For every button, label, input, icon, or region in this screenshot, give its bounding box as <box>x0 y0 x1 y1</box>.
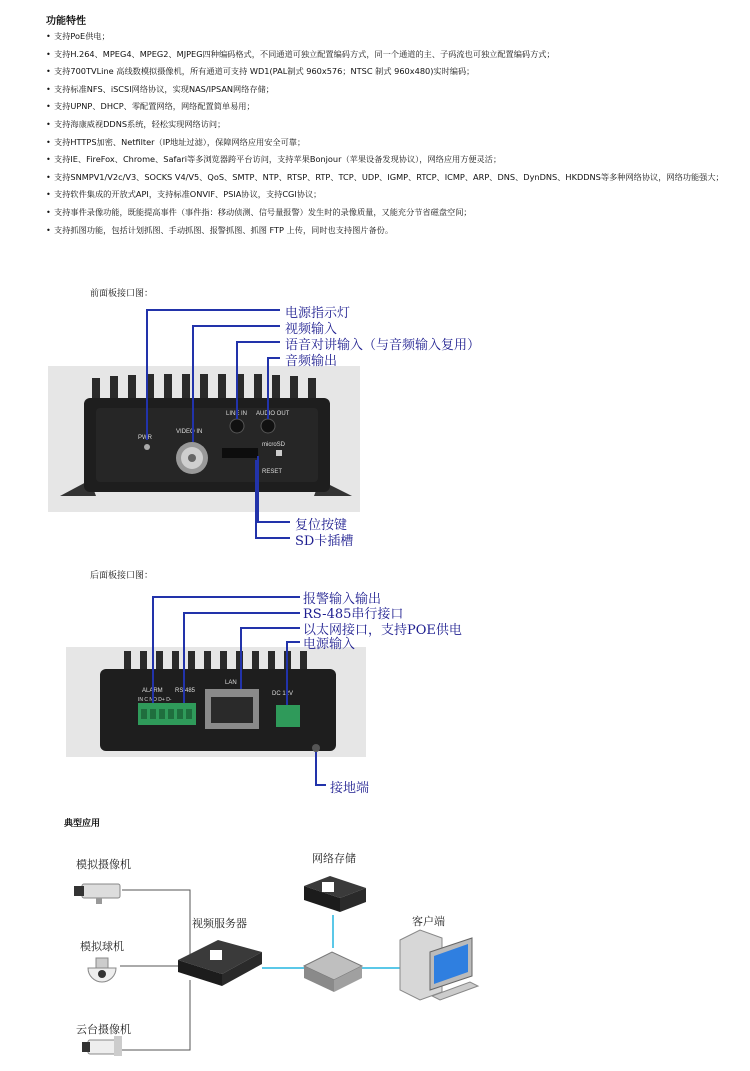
analog-camera-icon <box>74 884 120 904</box>
feature-text: 支持HTTPS加密、Netfilter（IP地址过滤），保障网络应用安全可靠； <box>54 136 306 147</box>
feature-text: 支持标准NFS、iSCSI网络协议，实现NAS/IPSAN网络存储； <box>54 83 274 94</box>
video-server-icon <box>178 940 262 986</box>
feature-text: 支持H.264、MPEG4、MPEG2、MJPEG四种编码格式，不同通道可独立配置编码方式，同一个通道的主、子码流也可独立配置编码方式； <box>54 48 555 59</box>
front-panel-caption: 前面板接口图： <box>90 289 154 299</box>
bullet-icon: • <box>46 83 51 94</box>
svg-text:VIDEO IN: VIDEO IN <box>176 429 203 435</box>
feature-item <box>46 137 305 147</box>
label-reset-button: 复位按键 <box>295 518 348 533</box>
label-video-server: 视频服务器 <box>192 917 247 930</box>
bullet-icon: • <box>46 48 51 59</box>
feature-text: 支持事件录像功能，既能提高事件（事件指：移动侦测、信号量报警）发生时的录像质量，又能充分节省磁盘空间； <box>54 207 472 217</box>
network-switch-icon <box>304 952 362 992</box>
label-rs485: RS-485串行接口 <box>303 607 404 622</box>
feature-item <box>46 207 472 217</box>
label-power-led: 电源指示灯 <box>285 306 351 321</box>
feature-text: 支持700TVLine 高线数模拟摄像机，所有通道可支持 WD1(PAL制式 960x576；NTSC 制式 960x480)实时编码； <box>54 66 475 77</box>
feature-item <box>46 84 274 94</box>
label-dome-camera: 模拟球机 <box>80 940 124 953</box>
bullet-icon: • <box>46 207 51 217</box>
feature-item <box>46 172 724 182</box>
rear-panel-caption: 后面板接口图： <box>90 571 154 581</box>
svg-text:RS 485: RS 485 <box>175 688 196 694</box>
bullet-icon: • <box>46 66 51 77</box>
feature-text: 支持海康威视DDNS系统，轻松实现网络访问； <box>54 119 226 129</box>
svg-text:LINE IN: LINE IN <box>226 411 248 417</box>
ptz-camera-icon <box>82 1036 122 1056</box>
feature-item <box>46 49 555 59</box>
bullet-icon: • <box>46 101 51 112</box>
label-ptz-camera: 云台摄像机 <box>76 1023 131 1036</box>
bullet-icon: • <box>46 171 51 182</box>
label-analog-camera: 模拟摄像机 <box>76 858 131 871</box>
feature-text: 支持IE、FireFox、Chrome、Safari等多浏览器跨平台访问，支持苹果Bonjour（苹果设备发现协议），网络应用方便灵活； <box>54 154 502 165</box>
label-ethernet-poe: 以太网接口，支持POE供电 <box>303 623 462 638</box>
label-client: 客户端 <box>412 915 445 928</box>
feature-item <box>46 31 110 41</box>
label-ground: 接地端 <box>330 781 370 796</box>
bullet-icon: • <box>46 154 51 165</box>
label-audio-output: 音频输出 <box>285 354 338 369</box>
label-sd-slot: SD卡插槽 <box>295 534 354 549</box>
svg-text:DC 12V: DC 12V <box>272 691 294 697</box>
bullet-icon: • <box>46 189 51 200</box>
label-network-storage: 网络存储 <box>312 852 356 865</box>
feature-item <box>46 101 255 111</box>
feature-item <box>46 119 225 129</box>
features-heading: 功能特性 <box>46 16 86 27</box>
bullet-icon: • <box>46 136 51 147</box>
svg-text:AUDIO OUT: AUDIO OUT <box>256 411 290 417</box>
ground-screw <box>312 744 320 752</box>
svg-text:RESET: RESET <box>262 469 283 475</box>
feature-item <box>46 66 474 76</box>
svg-text:IN C NO D+ D-: IN C NO D+ D- <box>138 697 172 703</box>
label-alarm-io: 报警输入输出 <box>303 592 382 607</box>
svg-text:microSD: microSD <box>262 442 286 448</box>
pwr-text: PWR <box>138 435 152 441</box>
pwr-led <box>144 444 150 450</box>
feature-text: 支持SNMPV1/V2c/V3、SOCKS V4/V5、QoS、SMTP、NTP、RTSP、RTP、TCP、UDP、IGMP、RTCP、ICMP、ARP、DNS、DynDNS、HKDDNS等多种网络协议，网络功能强大； <box>54 171 724 182</box>
feature-item <box>46 225 393 235</box>
sd-slot <box>222 448 258 458</box>
typical-heading: 典型应用 <box>64 819 101 829</box>
label-power-input: 电源输入 <box>303 637 356 652</box>
bullet-icon: • <box>46 119 51 129</box>
client-pc-icon <box>400 930 478 1000</box>
feature-item <box>46 154 501 164</box>
network-storage-icon <box>304 876 366 912</box>
feature-text: 支持UPNP、DHCP、零配置网络，网络配置简单易用； <box>54 101 255 112</box>
label-video-input: 视频输入 <box>285 322 338 337</box>
bullet-icon: • <box>46 31 51 41</box>
svg-text:LAN: LAN <box>225 680 237 686</box>
feature-text: 支持抓图功能，包括计划抓图、手动抓图、报警抓图、抓图 FTP 上传，同时也支持图片备份。 <box>54 224 394 235</box>
feature-text: 支持PoE供电； <box>54 31 110 41</box>
feature-item <box>46 189 321 199</box>
bullet-icon: • <box>46 224 51 235</box>
svg-text:ALARM: ALARM <box>142 688 163 694</box>
dome-camera-icon <box>88 958 116 982</box>
feature-text: 支持软件集成的开放式API，支持标准ONVIF、PSIA协议，支持CGI协议； <box>54 189 322 200</box>
dc-terminal <box>276 705 300 727</box>
label-talkback-input: 语音对讲输入（与音频输入复用） <box>285 338 481 353</box>
